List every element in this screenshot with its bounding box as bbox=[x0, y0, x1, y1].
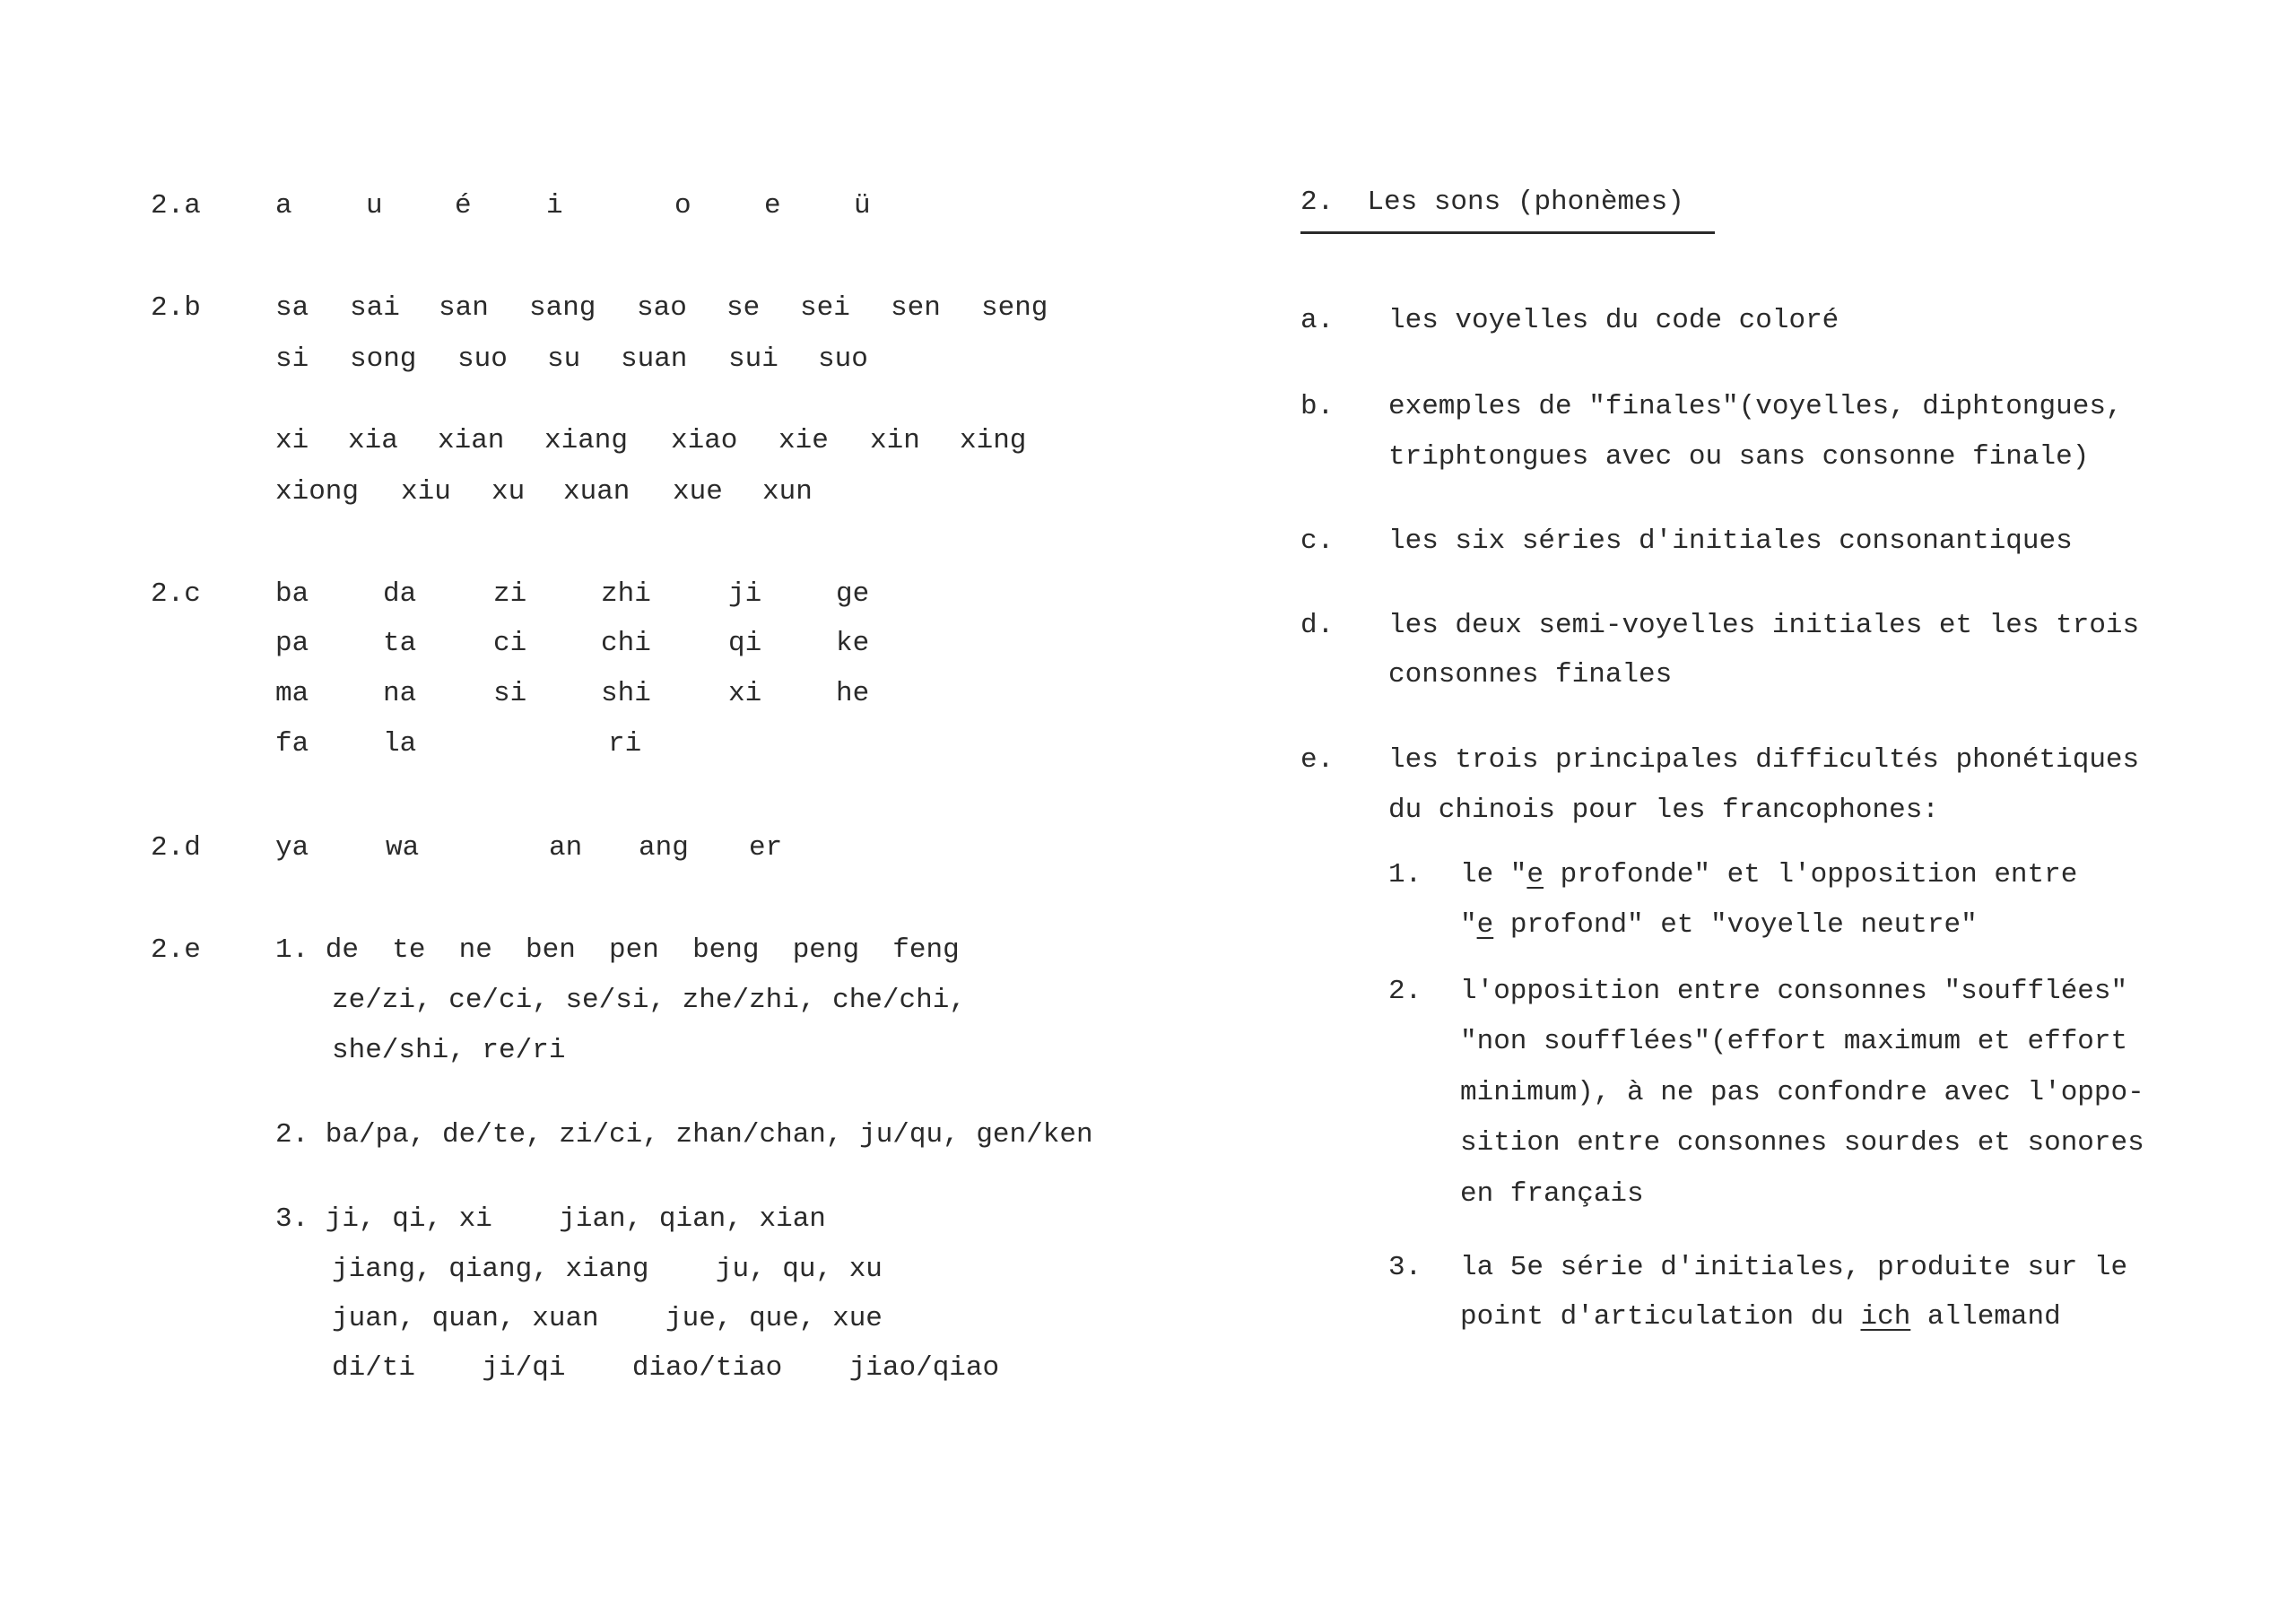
syllable: ang bbox=[639, 832, 689, 864]
section-label-2c: 2.c bbox=[151, 578, 201, 610]
syllable: xin bbox=[870, 425, 920, 456]
syllable: se bbox=[726, 292, 761, 324]
section-label-2a: 2.a bbox=[151, 190, 201, 221]
syllable: xia bbox=[348, 425, 398, 456]
syllable: shi bbox=[601, 678, 651, 709]
vowel: o bbox=[674, 190, 691, 221]
syllable: da bbox=[383, 578, 417, 610]
syllable: xiao bbox=[671, 425, 738, 456]
syllable: suo bbox=[457, 343, 508, 375]
syllable: er bbox=[749, 832, 783, 864]
syllable: zhi bbox=[601, 578, 651, 610]
syllable: seng bbox=[981, 292, 1048, 324]
vowel: u bbox=[366, 190, 383, 221]
syllable: fa bbox=[275, 728, 309, 760]
syllable: pa bbox=[275, 628, 309, 659]
syllable: xuan bbox=[563, 476, 631, 508]
item-text: les deux semi-voyelles initiales et les trois bbox=[1388, 610, 2140, 641]
syllable: xu bbox=[491, 476, 526, 508]
syllable: song bbox=[350, 343, 417, 375]
sub-item-key: 3. bbox=[1388, 1252, 1422, 1283]
syllable: xian bbox=[438, 425, 505, 456]
syllable: si bbox=[493, 678, 527, 709]
sub-item-key: 2. bbox=[1388, 976, 1422, 1007]
syllable: suan bbox=[621, 343, 688, 375]
exercise-line: 1. de te ne ben pen beng peng feng bbox=[275, 934, 960, 966]
vowel: i bbox=[546, 190, 563, 221]
section-label-2e: 2.e bbox=[151, 934, 201, 966]
syllable: xue bbox=[673, 476, 723, 508]
syllable: xie bbox=[778, 425, 829, 456]
section-title: 2. Les sons (phonèmes) bbox=[1300, 187, 1684, 218]
vowel: ü bbox=[854, 190, 871, 221]
sub-item-text: "non soufflées"(effort maximum et effort bbox=[1460, 1026, 2128, 1057]
vowel: a bbox=[275, 190, 292, 221]
syllable: sai bbox=[350, 292, 400, 324]
item-text: les voyelles du code coloré bbox=[1388, 305, 1839, 336]
sub-item-text: le "e profonde" et l'opposition entre bbox=[1460, 859, 2078, 890]
exercise-line: ze/zi, ce/ci, se/si, zhe/zhi, che/chi, bbox=[332, 985, 966, 1016]
item-text: les trois principales difficultés phonétiques bbox=[1388, 744, 2140, 776]
syllable: san bbox=[439, 292, 489, 324]
exercise-line: jiang, qiang, xiang ju, qu, xu bbox=[332, 1254, 883, 1285]
sub-item-text: minimum), à ne pas confondre avec l'oppo- bbox=[1460, 1077, 2144, 1108]
syllable: xi bbox=[275, 425, 309, 456]
syllable: la bbox=[383, 728, 417, 760]
syllable: he bbox=[836, 678, 870, 709]
syllable: wa bbox=[386, 832, 420, 864]
exercise-line: 2. ba/pa, de/te, zi/ci, zhan/chan, ju/qu, gen/ken bbox=[275, 1119, 1093, 1151]
syllable: qi bbox=[728, 628, 762, 659]
syllable: sang bbox=[529, 292, 596, 324]
section-label-2d: 2.d bbox=[151, 832, 201, 864]
syllable: ta bbox=[383, 628, 417, 659]
syllable: ci bbox=[493, 628, 527, 659]
exercise-line: 3. ji, qi, xi jian, qian, xian bbox=[275, 1203, 826, 1235]
syllable: an bbox=[549, 832, 583, 864]
syllable: ri bbox=[608, 728, 642, 760]
item-text: exemples de "finales"(voyelles, diphtongues, bbox=[1388, 391, 2123, 422]
vowel: e bbox=[764, 190, 781, 221]
exercise-line: she/shi, re/ri bbox=[332, 1035, 566, 1066]
syllable: suo bbox=[818, 343, 868, 375]
syllable: xing bbox=[960, 425, 1027, 456]
syllable: sui bbox=[728, 343, 778, 375]
syllable: xiang bbox=[544, 425, 629, 456]
item-text: consonnes finales bbox=[1388, 659, 1673, 690]
syllable: xiu bbox=[401, 476, 451, 508]
item-key: e. bbox=[1300, 744, 1335, 776]
sub-item-text: point d'articulation du ich allemand bbox=[1460, 1301, 2061, 1333]
syllable: sa bbox=[275, 292, 309, 324]
item-key: c. bbox=[1300, 525, 1335, 557]
sub-item-text: "e profond" et "voyelle neutre" bbox=[1460, 909, 1978, 941]
syllable: ba bbox=[275, 578, 309, 610]
item-text: les six séries d'initiales consonantiques bbox=[1388, 525, 2073, 557]
sub-item-key: 1. bbox=[1388, 859, 1422, 890]
exercise-line: juan, quan, xuan jue, que, xue bbox=[332, 1303, 883, 1334]
item-text: du chinois pour les francophones: bbox=[1388, 795, 1939, 826]
syllable: ji bbox=[728, 578, 762, 610]
syllable: sao bbox=[637, 292, 687, 324]
item-key: d. bbox=[1300, 610, 1335, 641]
sub-item-text: la 5e série d'initiales, produite sur le bbox=[1460, 1252, 2128, 1283]
item-key: b. bbox=[1300, 391, 1335, 422]
syllable: zi bbox=[493, 578, 527, 610]
syllable: xiong bbox=[275, 476, 360, 508]
syllable: na bbox=[383, 678, 417, 709]
item-key: a. bbox=[1300, 305, 1335, 336]
syllable: sei bbox=[800, 292, 850, 324]
sub-item-text: en français bbox=[1460, 1178, 1644, 1210]
syllable: su bbox=[547, 343, 581, 375]
section-label-2b: 2.b bbox=[151, 292, 201, 324]
vowel: é bbox=[455, 190, 472, 221]
syllable: xi bbox=[728, 678, 762, 709]
syllable: ma bbox=[275, 678, 309, 709]
exercise-line: di/ti ji/qi diao/tiao jiao/qiao bbox=[332, 1352, 1000, 1384]
sub-item-text: sition entre consonnes sourdes et sonores bbox=[1460, 1127, 2144, 1159]
syllable: ke bbox=[836, 628, 870, 659]
title-underline bbox=[1300, 231, 1715, 234]
syllable: ya bbox=[275, 832, 309, 864]
syllable: si bbox=[275, 343, 309, 375]
syllable: chi bbox=[601, 628, 651, 659]
syllable: xun bbox=[762, 476, 813, 508]
sub-item-text: l'opposition entre consonnes "soufflées" bbox=[1460, 976, 2128, 1007]
syllable: ge bbox=[836, 578, 870, 610]
item-text: triphtongues avec ou sans consonne finale) bbox=[1388, 441, 2090, 473]
syllable: sen bbox=[891, 292, 941, 324]
